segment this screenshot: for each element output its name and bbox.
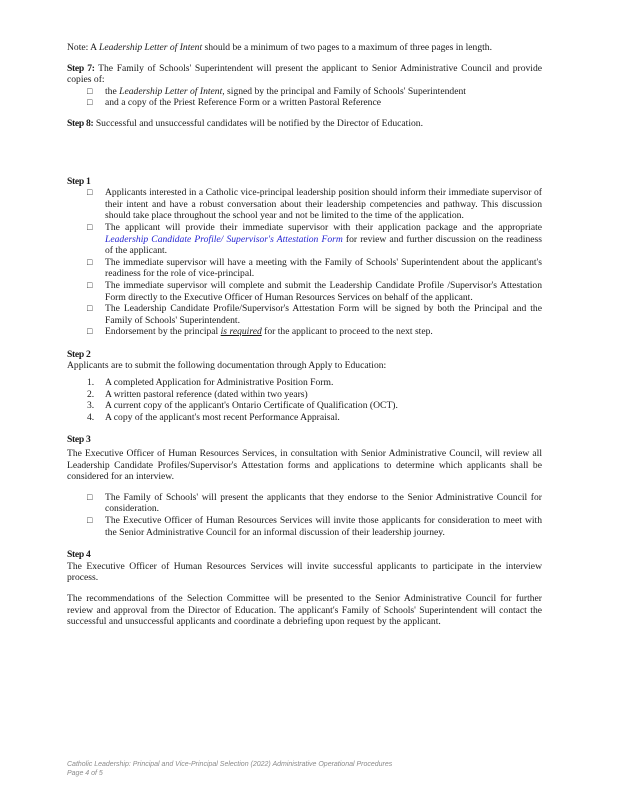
list-item: □ The immediate supervisor will complete and submit the Leadership Candidate Profile /Supervisor's Attestation Form directly to the Executive Officer of Human Resources Services on behalf of the applicant. [87, 279, 542, 303]
list-item: 2. A written pastoral reference (dated within two years) [87, 388, 308, 400]
list-item: □ The Family of Schools' will present the applicants that they endorse to the Senior Administrative Council for consideration. [87, 491, 542, 515]
note-paragraph: Note: A Leadership Letter of Intent should be a minimum of two pages to a maximum of three pages in length. [67, 42, 492, 53]
step2-label: Step 2 [67, 348, 91, 360]
list-item: □ The Leadership Candidate Profile/Supervisor's Attestation Form will be signed by both the Principal and the Family of Schools' Superintendent. [87, 303, 542, 326]
letter-of-intent-italic: Leadership Letter of Intent [98, 42, 203, 53]
step3-label: Step 3 [67, 434, 91, 446]
list-item: □ The applicant will provide their immediate supervisor with their application package and the appropriate Leadership Candidate Profile/ Supervisor's Attestation Form for review and further discussion on the readiness of the applicant. [87, 221, 542, 257]
bullet-box-icon: □ [87, 279, 93, 290]
step7-bullets [67, 86, 542, 109]
recommendations-paragraph: The recommendations of the Selection Committee will be presented to the Senior Administrative Council for further review and approval from the Director of Education. The applicant's Family of Schools' Superintendent will contact the successful and unsuccessful applicants and coordinate a debriefing upon request by the applicant. [67, 592, 542, 628]
bullet-box-icon: □ [87, 187, 93, 198]
step2-intro: Applicants are to submit the following documentation through Apply to Education: [67, 360, 387, 372]
step4-label: Step 4 [67, 549, 91, 561]
document-page [67, 42, 542, 628]
step3-intro: The Executive Officer of Human Resources Services, in consultation with Senior Administrative Council, will review all Leadership Candidate Profiles/Supervisor's Attestation forms and applications to determine which applicants shall be considered for an interview. [67, 448, 542, 483]
list-item: 1. A completed Application for Administrative Position Form. [87, 377, 334, 389]
list-item: □ Applicants interested in a Catholic vice-principal leadership position should inform their immediate supervisor of their intent and have a robust conversation about their leadership competencies and pathway. This discussion should take place throughout the school year and not be limited to the time of the application. [87, 187, 542, 222]
step1-bullets [67, 187, 542, 338]
bullet-box-icon: □ [87, 515, 93, 525]
step7-paragraph: Step 7: The Family of Schools' Superintendent will present the applicant to Senior Administrative Council and provide copies of: [67, 62, 543, 86]
page-footer [67, 761, 487, 778]
step3-bullets [67, 492, 542, 538]
list-item: 3. A current copy of the applicant's Ontario Certificate of Qualification (OCT). [87, 400, 398, 412]
list-item: □ Endorsement by the principal is required for the applicant to proceed to the next step. [87, 326, 433, 338]
step8-label: Step 8: [67, 117, 94, 129]
list-item: 4. A copy of the applicant's most recent Performance Appraisal. [87, 411, 340, 423]
page-number: Page 4 of 5 [67, 769, 103, 777]
bullet-box-icon: □ [87, 491, 93, 502]
list-item: □ and a copy of the Priest Reference Form or a written Pastoral Reference [87, 97, 381, 109]
bullet-box-icon: □ [87, 97, 93, 108]
bullet-box-icon: □ [87, 85, 93, 96]
step2-list [67, 377, 542, 423]
step4-text: The Executive Officer of Human Resources Services will invite successful applicants to participate in the interview process. [67, 560, 542, 584]
footer-title: Catholic Leadership: Principal and Vice-Principal Selection (2022) Administrative Operational Procedures [67, 761, 393, 768]
bullet-box-icon: □ [87, 256, 93, 267]
attestation-form-link[interactable]: Leadership Candidate Profile/ Supervisor's Attestation Form [105, 233, 343, 245]
list-item: □ the Leadership Letter of Intent, signed by the principal and Family of Schools' Superintendent [87, 85, 466, 97]
bullet-box-icon: □ [87, 303, 93, 314]
list-item: □ The Executive Officer of Human Resources Services will invite those applicants for consideration to meet with the Senior Administrative Council for an informal discussion of their leadership journey. [87, 515, 542, 538]
list-item: □ The immediate supervisor will have a meeting with the Family of Schools' Superintendent about the applicant's readiness for the role of vice-principal. [87, 256, 542, 280]
is-required-underlined: is required [220, 326, 262, 338]
step8-paragraph: Step 8: Successful and unsuccessful candidates will be notified by the Director of Education. [67, 117, 423, 129]
bullet-box-icon: □ [87, 221, 93, 232]
step1-label: Step 1 [67, 175, 91, 187]
bullet-box-icon: □ [87, 326, 93, 337]
step7-label: Step 7: [67, 62, 95, 74]
